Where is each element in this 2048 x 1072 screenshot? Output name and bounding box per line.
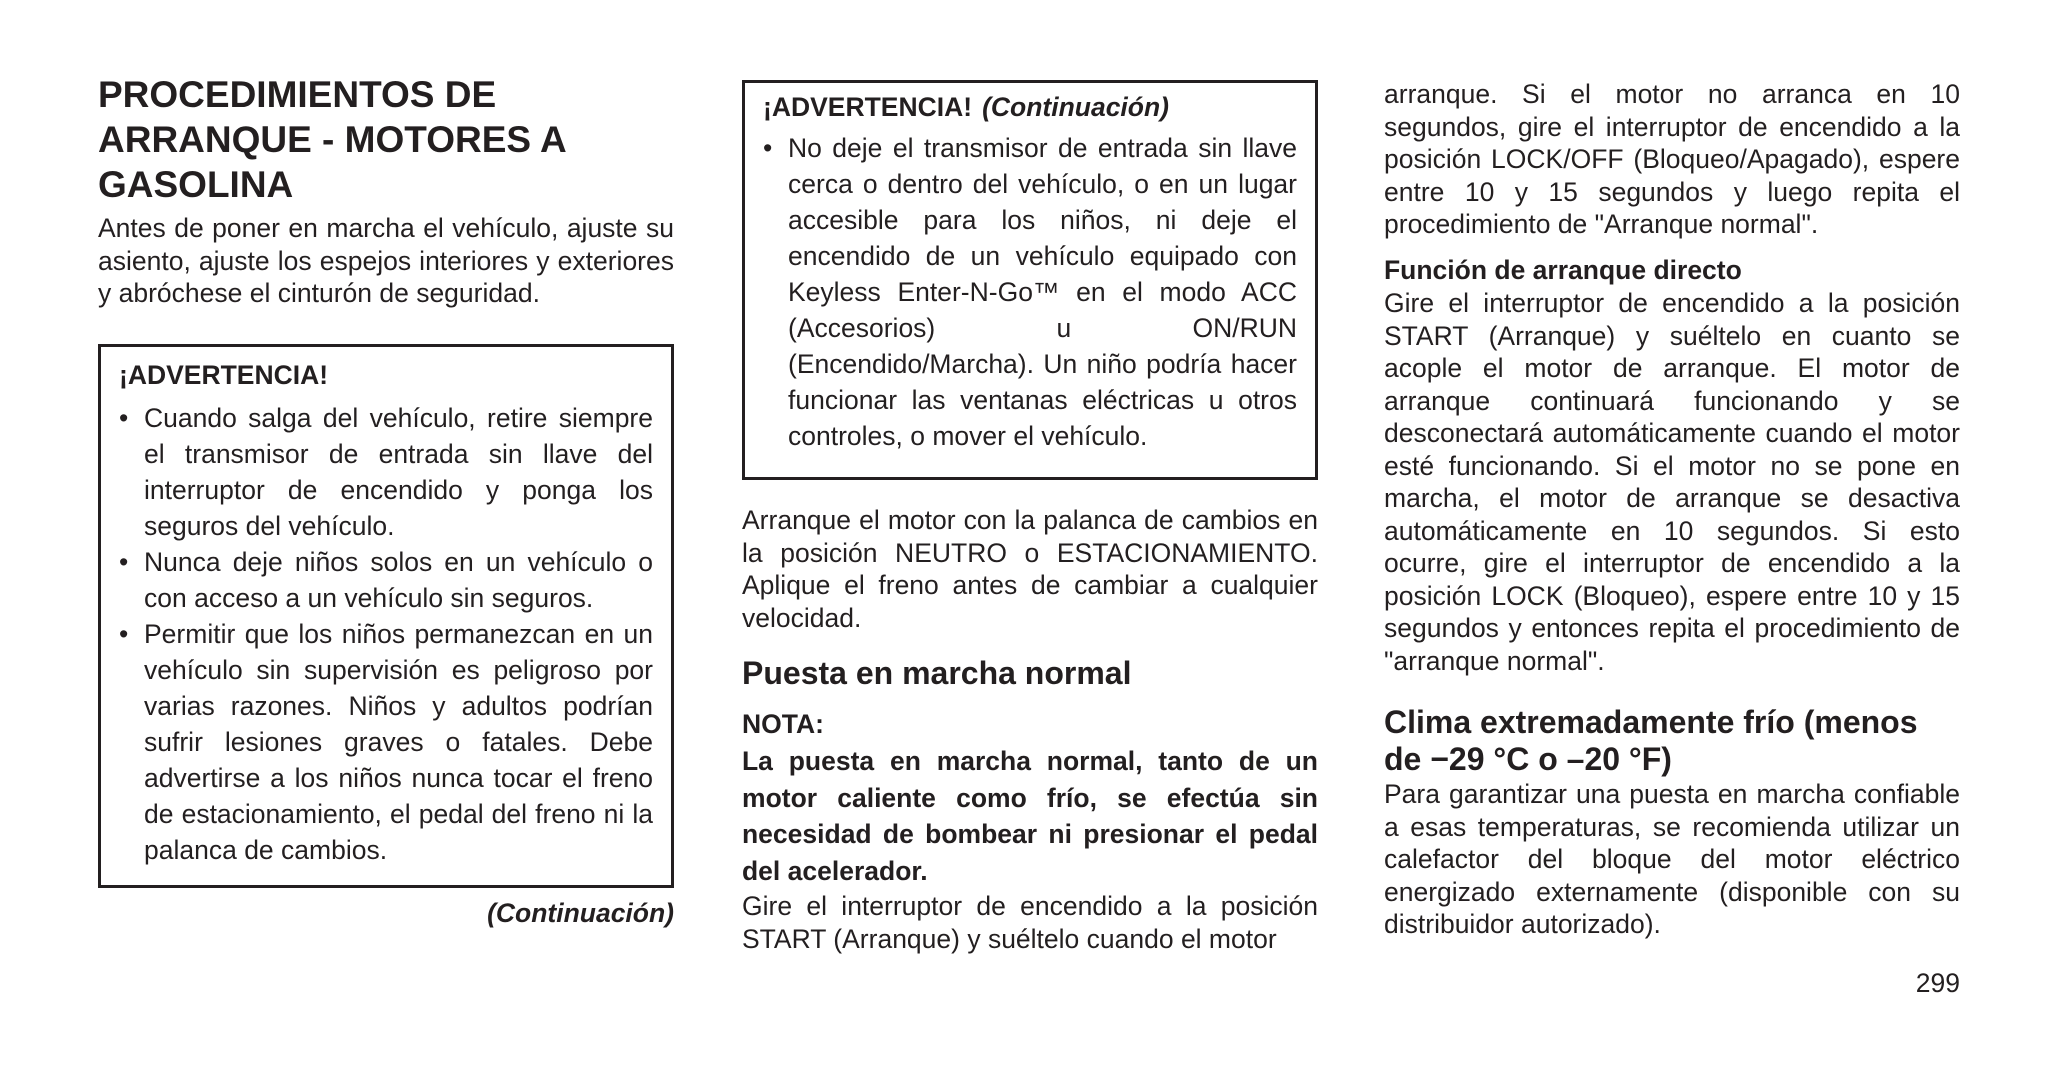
note-label: NOTA: [742,709,824,739]
bullet-icon: • [763,132,773,163]
continuation-label: (Continuación) [487,898,674,928]
warning-item: • Permitir que los niños permanezcan en un vehículo sin supervisión es peligroso por varias razones. Niños y adultos podrían sufrir lesiones graves o fatales. Debe advertirse a los niños nunca tocar el freno de estacionamiento, el pedal del freno ni la palanca de cambios. [119,616,653,868]
ignition-paragraph: Gire el interruptor de encendido a la posición START (Arranque) y suéltelo cuando el motor [742,891,1318,954]
continued-paragraph: arranque. Si el motor no arranca en 10 segundos, gire el interruptor de encendido a la posición LOCK/OFF (Bloqueo/Apagado), espere entre 10 y 15 segundos y luego repita el procedimiento de "Arranque normal". [1384,79,1960,239]
section-title-normal-start: Puesta en marcha normal [742,655,1132,691]
page-number: 299 [1915,968,1960,998]
direct-start-paragraph: Gire el interruptor de encendido a la posición START (Arranque) y suéltelo en cuanto se acople el motor de arranque. El motor de arranque continuará funcionando y se desconectará automáticamente cuando el motor esté funcionando. Si el motor no se pone en marcha, el motor de arranque se desactiva automáticamente en 10 segundos. Si esto ocurre, gire el interruptor de encendido a la posición LOCK (Bloqueo), espere entre 10 y 15 segundos y entonces repita el procedimiento de "arranque normal". [1384,288,1960,676]
subheading-direct-start: Función de arranque directo [1384,255,1742,285]
bullet-icon: • [119,546,129,577]
warning-item: • Cuando salga del vehículo, retire siempre el transmisor de entrada sin llave del interruptor de encendido y ponga los seguros del vehículo. [119,400,653,544]
warning-heading: ¡ADVERTENCIA! [119,360,329,390]
extreme-cold-paragraph: Para garantizar una puesta en marcha confiable a esas temperaturas, se recomienda utilizar un calefactor del bloque del motor eléctrico energizado externamente (disponible con su distribuidor autorizado). [1384,779,1960,939]
page-title: PROCEDIMIENTOS DE ARRANQUE - MOTORES A GASOLINA [98,74,566,205]
intro-paragraph: Antes de poner en marcha el vehículo, ajuste su asiento, ajuste los espejos interiores y exteriores y abróchese el cinturón de seguridad. [98,213,674,308]
warning-heading: ¡ADVERTENCIA! (Continuación) [763,92,1169,122]
warning-box-2 [742,80,1318,480]
note-text: La puesta en marcha normal, tanto de un motor caliente como frío, se efectúa sin necesidad de bombear ni presionar el pedal del acelerador. [742,746,1318,886]
bullet-icon: • [119,402,129,433]
bullet-icon: • [119,618,129,649]
warning-item: • No deje el transmisor de entrada sin llave cerca o dentro del vehículo, o en un lugar accesible para los niños, ni deje el encendido de un vehículo equipado con Keyless Enter-N-Go™ en el modo ACC (Accesorios) u ON/RUN (Encendido/Marcha). Un niño podría hacer funcionar las ventanas eléctricas u otros controles, o mover el vehículo. [763,130,1297,454]
warning-box-1 [98,344,674,888]
warning-item: • Nunca deje niños solos en un vehículo o con acceso a un vehículo sin seguros. [119,544,653,616]
neutral-paragraph: Arranque el motor con la palanca de cambios en la posición NEUTRO o ESTACIONAMIENTO. Aplique el freno antes de cambiar a cualquier velocidad. [742,505,1318,633]
section-title-extreme-cold: Clima extremadamente frío (menos de −29 °C o –20 °F) [1384,704,1918,777]
warning-heading-continuation: (Continuación) [982,92,1169,122]
warning-list [763,130,1297,454]
warning-list [119,400,653,868]
